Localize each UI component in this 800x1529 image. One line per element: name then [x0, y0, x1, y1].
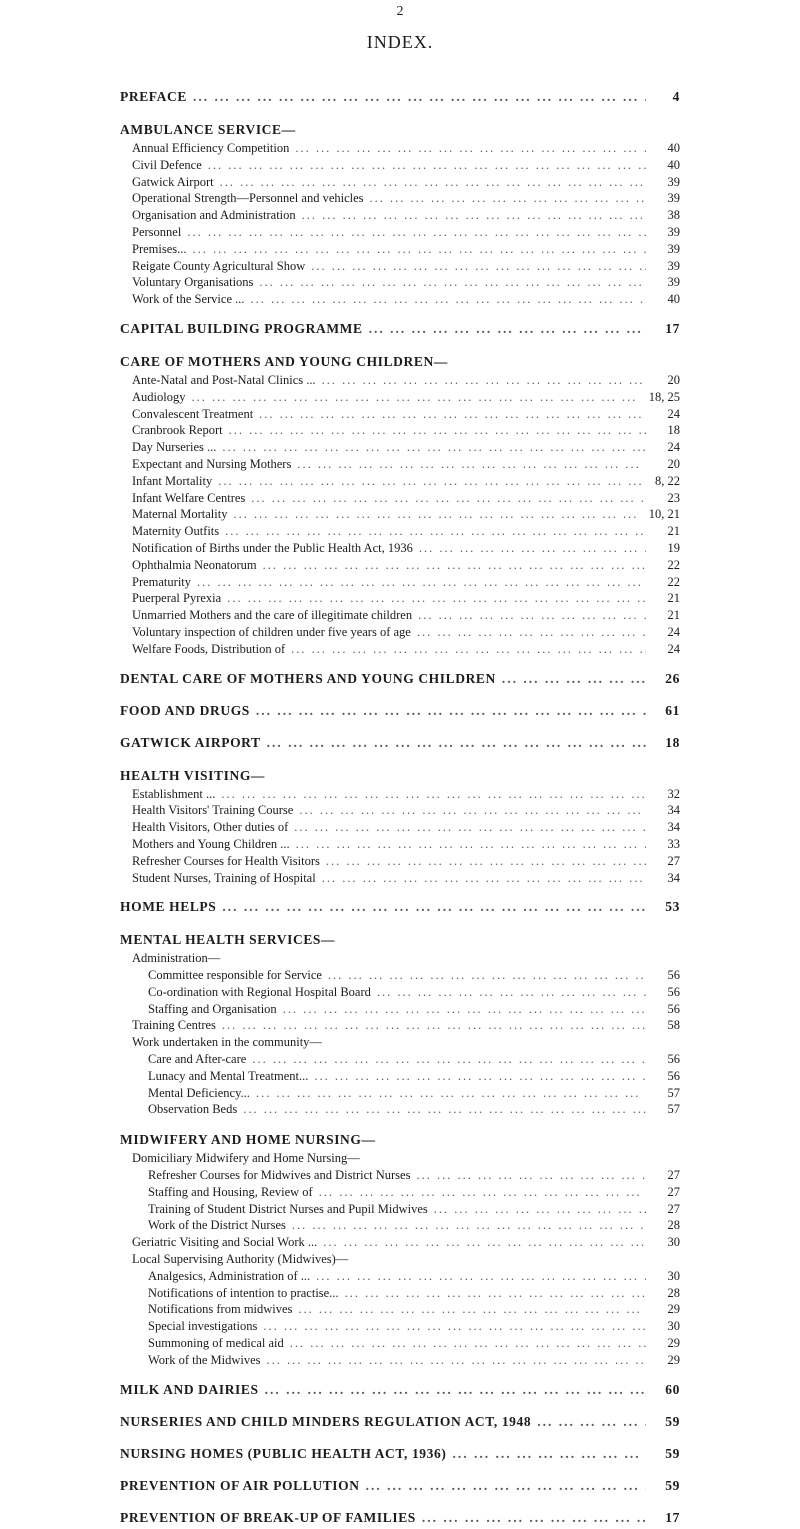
index-subentry: [120, 389, 680, 406]
page-number: 2: [396, 4, 404, 19]
index-subentry: [120, 157, 680, 174]
dot-leader: [326, 853, 646, 870]
dot-leader: [416, 1167, 646, 1184]
entry-label: Organisation and Administration: [132, 208, 296, 223]
entry-label: Training Centres: [132, 1018, 216, 1033]
dot-leader: [259, 406, 646, 423]
dot-leader: [294, 819, 646, 836]
page-reference: 59: [665, 1445, 680, 1461]
section-heading: MIDWIFERY AND HOME NURSING—: [120, 1132, 376, 1148]
entry-label: Ophthalmia Neonatorum: [132, 557, 257, 572]
dot-leader: [323, 1234, 646, 1251]
page-reference: 56: [667, 1052, 680, 1067]
subsection-label: Work undertaken in the community—: [132, 1035, 322, 1050]
dot-leader: [218, 473, 646, 490]
dot-leader: [252, 1051, 646, 1068]
dot-leader: [418, 607, 646, 624]
dot-leader: [422, 1507, 646, 1529]
page-reference: 19: [667, 540, 680, 555]
index-entry: [120, 1443, 680, 1465]
dot-leader: [233, 506, 642, 523]
page-reference: 56: [667, 984, 680, 999]
entry-label: Operational Strength—Personnel and vehicles: [132, 191, 364, 206]
subsection-heading: [120, 1150, 680, 1167]
entry-label: FOOD AND DRUGS: [120, 702, 250, 718]
page-reference: 20: [667, 372, 680, 387]
entry-label: GATWICK AIRPORT: [120, 734, 261, 750]
page-reference: 58: [667, 1018, 680, 1033]
page-reference: 30: [667, 1268, 680, 1283]
entry-label: Maternal Mortality: [132, 507, 228, 522]
page-reference: 34: [667, 803, 680, 818]
page-reference: 39: [667, 241, 680, 256]
page-reference: 28: [667, 1218, 680, 1233]
index-subentry: [120, 422, 680, 439]
entry-label: Mothers and Young Children ...: [132, 836, 290, 851]
entry-label: Work of the Service ...: [132, 292, 245, 307]
page-reference: 34: [667, 820, 680, 835]
entry-label: Audiology: [132, 389, 186, 404]
page-reference: 57: [667, 1085, 680, 1100]
entry-label: Premises...: [132, 241, 187, 256]
subsection-heading: [120, 950, 680, 967]
dot-leader: [263, 1318, 646, 1335]
page-reference: 8, 22: [655, 473, 680, 488]
index-subentry: [120, 241, 680, 258]
page-reference: 27: [667, 853, 680, 868]
index-subentry: [120, 506, 680, 523]
entry-label: Infant Welfare Centres: [132, 490, 246, 505]
dot-leader: [302, 207, 646, 224]
entry-label: Work of the District Nurses: [148, 1218, 286, 1233]
page-reference: 27: [667, 1184, 680, 1199]
index-subentry: [120, 1085, 680, 1102]
dot-leader: [227, 590, 646, 607]
index-subentry: [120, 1234, 680, 1251]
dot-leader: [292, 1217, 646, 1234]
index-subentry: [120, 1101, 680, 1118]
index-subentry: [120, 490, 680, 507]
entry-label: CAPITAL BUILDING PROGRAMME: [120, 320, 363, 336]
index-subentry: [120, 802, 680, 819]
page-title: INDEX.: [366, 32, 434, 52]
entry-label: Staffing and Organisation: [148, 1001, 277, 1016]
entry-label: Care and After-care: [148, 1052, 247, 1067]
page-reference: 30: [667, 1235, 680, 1250]
page-reference: 30: [667, 1319, 680, 1334]
index-subentry: [120, 786, 680, 803]
dot-leader: [328, 967, 646, 984]
index-subentry: [120, 1184, 680, 1201]
entry-label: Observation Beds: [148, 1102, 238, 1117]
page-reference: 21: [667, 591, 680, 606]
page-reference: 39: [667, 275, 680, 290]
entry-label: Reigate County Agricultural Show: [132, 258, 306, 273]
index-subentry: [120, 1352, 680, 1369]
entry-label: MILK AND DAIRIES: [120, 1381, 259, 1397]
entry-label: Lunacy and Mental Treatment...: [148, 1068, 309, 1083]
entry-label: Notification of Births under the Public Health Act, 1936: [132, 540, 413, 555]
index-subentry: [120, 1318, 680, 1335]
index-entry: [120, 1379, 680, 1401]
entry-label: DENTAL CARE OF MOTHERS AND YOUNG CHILDREN: [120, 670, 496, 686]
index-subentry: [120, 853, 680, 870]
entry-label: Convalescent Treatment: [132, 406, 254, 421]
page-reference: 21: [667, 524, 680, 539]
subsection-label: Administration—: [132, 951, 221, 966]
dot-leader: [222, 896, 646, 918]
dot-leader: [434, 1201, 646, 1218]
index-entry: [120, 732, 680, 754]
entry-label: Personnel: [132, 224, 182, 239]
dot-leader: [193, 241, 646, 258]
section-heading: MENTAL HEALTH SERVICES—: [120, 932, 336, 948]
page-reference: 57: [667, 1102, 680, 1117]
entry-label: Voluntary inspection of children under five years of age: [132, 624, 411, 639]
entry-label: Health Visitors' Training Course: [132, 803, 294, 818]
entry-label: Co-ordination with Regional Hospital Board: [148, 984, 371, 999]
page-reference: 23: [667, 490, 680, 505]
entry-label: Cranbrook Report: [132, 423, 223, 438]
page-reference: 39: [667, 258, 680, 273]
index-list: [120, 86, 680, 1529]
page-reference: 29: [667, 1336, 680, 1351]
index-subentry: [120, 456, 680, 473]
index-entry: [120, 86, 680, 108]
index-entry: [120, 668, 680, 690]
dot-leader: [366, 1475, 646, 1497]
page-reference: 53: [665, 899, 680, 915]
page-reference: 18, 25: [648, 389, 680, 404]
dot-leader: [259, 274, 646, 291]
index-subentry: [120, 473, 680, 490]
page-reference: 40: [667, 141, 680, 155]
entry-label: Prematurity: [132, 574, 192, 589]
entry-label: Health Visitors, Other duties of: [132, 820, 289, 835]
dot-leader: [319, 1184, 646, 1201]
dot-leader: [222, 1017, 646, 1034]
page-reference: 34: [667, 870, 680, 885]
dot-leader: [267, 1352, 646, 1369]
entry-label: Puerperal Pyrexia: [132, 591, 222, 606]
dot-leader: [296, 836, 646, 853]
dot-leader: [265, 1379, 646, 1401]
page-reference: 24: [667, 440, 680, 455]
dot-leader: [251, 490, 646, 507]
index-subentry: [120, 1167, 680, 1184]
dot-leader: [537, 1411, 646, 1433]
page-reference: 60: [665, 1381, 680, 1397]
index-subentry: [120, 836, 680, 853]
page-reference: 24: [667, 624, 680, 639]
entry-label: Civil Defence: [132, 157, 202, 172]
dot-leader: [322, 372, 646, 389]
index-subentry: [120, 190, 680, 207]
page-reference: 39: [667, 224, 680, 239]
entry-label: NURSING HOMES (PUBLIC HEALTH ACT, 1936): [120, 1445, 447, 1461]
page-reference: 56: [667, 1068, 680, 1083]
entry-label: HOME HELPS: [120, 899, 217, 915]
subsection-heading: [120, 1251, 680, 1268]
dot-leader: [417, 624, 646, 641]
entry-label: Student Nurses, Training of Hospital: [132, 870, 316, 885]
index-subentry: [120, 607, 680, 624]
entry-label: Special investigations: [148, 1319, 258, 1334]
index-subentry: [120, 372, 680, 389]
index-entry: [120, 700, 680, 722]
index-subentry: [120, 1268, 680, 1285]
page-reference: 29: [667, 1352, 680, 1367]
page-reference: 20: [667, 456, 680, 471]
dot-leader: [298, 1301, 646, 1318]
page-reference: 40: [667, 292, 680, 307]
page-reference: 59: [665, 1413, 680, 1429]
index-subentry: [120, 1068, 680, 1085]
index-entry: [120, 1507, 680, 1529]
entry-label: Voluntary Organisations: [132, 275, 254, 290]
dot-leader: [193, 86, 646, 108]
dot-leader: [225, 523, 646, 540]
index-subentry: [120, 641, 680, 658]
dot-leader: [222, 439, 646, 456]
entry-label: Annual Efficiency Competition: [132, 141, 290, 155]
entry-label: NURSERIES AND CHILD MINDERS REGULATION ACT, 1948: [120, 1413, 532, 1429]
page-reference: 10, 21: [648, 507, 680, 522]
index-subentry: [120, 1051, 680, 1068]
index-subentry: [120, 984, 680, 1001]
dot-leader: [377, 984, 646, 1001]
entry-label: PREVENTION OF AIR POLLUTION: [120, 1477, 360, 1493]
page-reference: 22: [667, 574, 680, 589]
section-heading: CARE OF MOTHERS AND YOUNG CHILDREN—: [120, 353, 448, 369]
index-subentry: [120, 557, 680, 574]
dot-leader: [370, 190, 646, 207]
index-subentry: [120, 258, 680, 275]
index-entry: [120, 318, 680, 340]
dot-leader: [345, 1285, 646, 1302]
page-reference: 59: [665, 1477, 680, 1493]
section-heading: HEALTH VISITING—: [120, 767, 266, 783]
subsection-label: Local Supervising Authority (Midwives)—: [132, 1252, 349, 1267]
dot-leader: [220, 174, 646, 191]
page-reference: 28: [667, 1285, 680, 1300]
index-subentry: [120, 1001, 680, 1018]
entry-label: Unmarried Mothers and the care of illegitimate children: [132, 608, 413, 623]
section-heading: AMBULANCE SERVICE—: [120, 122, 296, 137]
entry-label: Expectant and Nursing Mothers: [132, 456, 292, 471]
dot-leader: [251, 291, 647, 308]
index-entry: [120, 896, 680, 918]
dot-leader: [256, 1085, 646, 1102]
page-reference: 21: [667, 608, 680, 623]
entry-label: PREFACE: [120, 89, 187, 104]
page-reference: 33: [667, 836, 680, 851]
index-subentry: [120, 439, 680, 456]
index-subentry: [120, 207, 680, 224]
index-subentry: [120, 624, 680, 641]
dot-leader: [322, 870, 646, 887]
index-subentry: [120, 274, 680, 291]
page-reference: 18: [667, 423, 680, 438]
index-subentry: [120, 291, 680, 308]
entry-label: Notifications of intention to practise...: [148, 1285, 339, 1300]
entry-label: Analgesics, Administration of ...: [148, 1268, 311, 1283]
entry-label: Summoning of medical aid: [148, 1336, 284, 1351]
index-subentry: [120, 967, 680, 984]
index-subentry: [120, 1285, 680, 1302]
entry-label: Day Nurseries ...: [132, 440, 217, 455]
page-reference: 24: [667, 406, 680, 421]
dot-leader: [187, 224, 646, 241]
index-entry: [120, 1475, 680, 1497]
entry-label: Ante-Natal and Post-Natal Clinics ...: [132, 372, 316, 387]
dot-leader: [299, 802, 646, 819]
page-reference: 24: [667, 641, 680, 656]
dot-leader: [283, 1001, 646, 1018]
page-reference: 32: [667, 786, 680, 801]
dot-leader: [295, 140, 646, 157]
entry-label: Welfare Foods, Distribution of: [132, 641, 286, 656]
dot-leader: [267, 732, 646, 754]
page-reference: 17: [665, 320, 680, 336]
entry-label: Maternity Outfits: [132, 524, 220, 539]
index-subentry: [120, 540, 680, 557]
dot-leader: [291, 641, 646, 658]
index-subentry: [120, 1301, 680, 1318]
index-subentry: [120, 574, 680, 591]
index-subentry: [120, 1201, 680, 1218]
entry-label: Work of the Midwives: [148, 1352, 261, 1367]
dot-leader: [297, 456, 646, 473]
dot-leader: [221, 786, 646, 803]
dot-leader: [502, 668, 646, 690]
dot-leader: [369, 318, 646, 340]
dot-leader: [316, 1268, 646, 1285]
page-reference: 26: [665, 670, 680, 686]
page-reference: 27: [667, 1168, 680, 1183]
entry-label: Committee responsible for Service: [148, 968, 322, 983]
page-reference: 17: [665, 1509, 680, 1525]
subsection-label: Domiciliary Midwifery and Home Nursing—: [132, 1151, 360, 1166]
entry-label: Staffing and Housing, Review of: [148, 1184, 313, 1199]
index-subentry: [120, 1017, 680, 1034]
index-subentry: [120, 406, 680, 423]
page-reference: 56: [667, 1001, 680, 1016]
dot-leader: [290, 1335, 646, 1352]
entry-label: Establishment ...: [132, 786, 216, 801]
index-entry: [120, 1411, 680, 1433]
entry-label: Gatwick Airport: [132, 174, 214, 189]
entry-label: Refresher Courses for Health Visitors: [132, 853, 320, 868]
page-reference: 4: [672, 89, 680, 104]
index-subentry: [120, 1217, 680, 1234]
dot-leader: [191, 389, 642, 406]
index-subentry: [120, 174, 680, 191]
index-subentry: [120, 590, 680, 607]
index-subentry: [120, 819, 680, 836]
page-reference: 22: [667, 557, 680, 572]
page-reference: 39: [667, 174, 680, 189]
dot-leader: [243, 1101, 646, 1118]
entry-label: Mental Deficiency...: [148, 1085, 250, 1100]
page-reference: 18: [665, 734, 680, 750]
dot-leader: [263, 557, 646, 574]
dot-leader: [314, 1068, 646, 1085]
index-subentry: [120, 224, 680, 241]
page-reference: 39: [667, 191, 680, 206]
index-subentry: [120, 523, 680, 540]
entry-label: Notifications from midwives: [148, 1302, 293, 1317]
page-reference: 38: [667, 208, 680, 223]
dot-leader: [208, 157, 646, 174]
dot-leader: [311, 258, 646, 275]
entry-label: Refresher Courses for Midwives and District Nurses: [148, 1168, 411, 1183]
dot-leader: [229, 422, 646, 439]
entry-label: PREVENTION OF BREAK-UP OF FAMILIES: [120, 1509, 416, 1525]
index-subentry: [120, 140, 680, 157]
subsection-heading: [120, 1034, 680, 1051]
dot-leader: [197, 574, 646, 591]
page-reference: 56: [667, 968, 680, 983]
page-reference: 40: [667, 157, 680, 172]
page-reference: 29: [667, 1302, 680, 1317]
index-subentry: [120, 1335, 680, 1352]
page-reference: 61: [665, 702, 680, 718]
entry-label: Training of Student District Nurses and Pupil Midwives: [148, 1201, 428, 1216]
entry-label: Infant Mortality: [132, 473, 213, 488]
dot-leader: [452, 1443, 646, 1465]
page-reference: 27: [667, 1201, 680, 1216]
dot-leader: [419, 540, 646, 557]
entry-label: Geriatric Visiting and Social Work ...: [132, 1235, 318, 1250]
index-subentry: [120, 870, 680, 887]
dot-leader: [256, 700, 646, 722]
